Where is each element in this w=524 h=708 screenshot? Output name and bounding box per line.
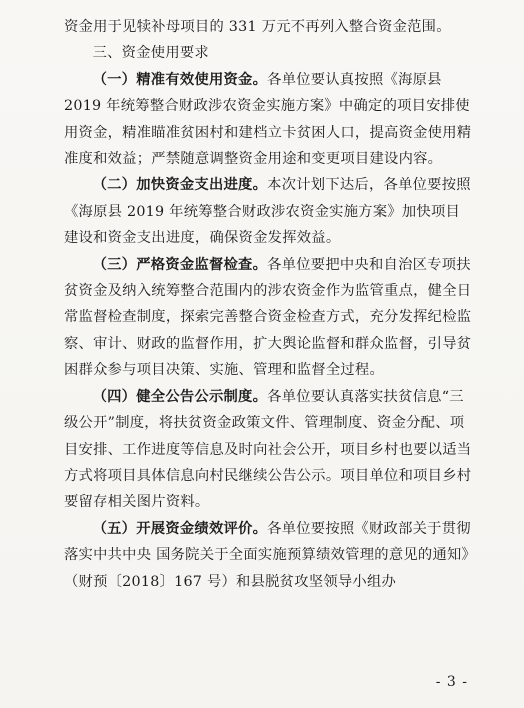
- paragraph-5: [64, 516, 472, 595]
- paragraph-5-text: 各单位要按照《财政部关于贯彻落实中共中央 国务院关于全面实施预算绩效管理的意见的通知》（财预〔2018〕167 号）和县脱贫攻坚领导小组办: [64, 520, 471, 590]
- paragraph-1-label: （一）精准有效使用资金。: [92, 71, 268, 88]
- paragraph-3-text: 各单位要把中央和自治区专项扶贫资金及纳入统筹整合范围内的涉农资金作为监管重点，健全日常监督检查制度，探索完善整合资金检查方式，充分发挥纪检监察、审计、财政的监督作用，扩大舆论监督和群众监督，引导贫困群众参与项目决策、实施、管理和监督全过程。: [64, 256, 472, 379]
- paragraph-4-label: （四）健全公告公示制度。: [92, 388, 268, 405]
- paragraph-2-label: （二）加快资金支出进度。: [92, 177, 268, 194]
- paragraph-3: [64, 252, 472, 384]
- section-heading: 三、资金使用要求: [92, 45, 209, 62]
- paragraph-5-label: （五）开展资金绩效评价。: [92, 520, 268, 537]
- paragraph-1: [64, 67, 472, 173]
- intro-line: 资金用于见犊补母项目的 331 万元不再列入整合资金范围。: [64, 19, 451, 35]
- paragraph-2-text: 本次计划下达后，各单位要按照《海原县 2019 年统筹整合财政涉农资金实施方案》加快项目建设和资金支出进度，确保资金发挥效益。: [64, 177, 471, 247]
- paragraph-4-text: 各单位要认真落实扶贫信息“三级公开”制度，将扶贫资金政策文件、管理制度、资金分配、项目安排、工作进度等信息及时向社会公开，项目乡村也要以适当方式将项目具体信息向村民继续公告公示。项目单位和项目乡村要留存相关图片资料。: [64, 388, 472, 511]
- document-body: [64, 14, 472, 595]
- page-number: - 3 -: [435, 674, 468, 690]
- paragraph-4: [64, 384, 472, 516]
- paragraph-2: [64, 172, 472, 251]
- paragraph-1-text: 各单位要认真按照《海原县2019 年统筹整合财政涉农资金实施方案》中确定的项目安排使用资金，精准瞄准贫困村和建档立卡贫困人口，提高资金使用精准度和效益；严禁随意调整资金用途和变更项目建设内容。: [64, 71, 472, 168]
- paragraph-3-label: （三）严格资金监督检查。: [92, 256, 268, 273]
